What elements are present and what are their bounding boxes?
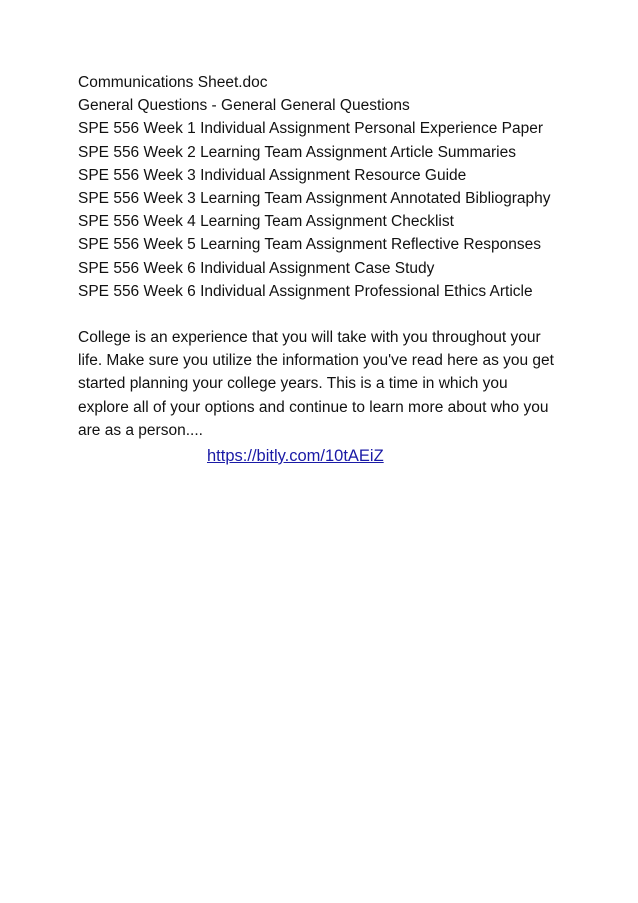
- link-line: [78, 444, 558, 468]
- bitly-link[interactable]: https://bitly.com/10tAEiZ: [207, 447, 384, 466]
- list-line-week1-personal-experience: SPE 556 Week 1 Individual Assignment Personal Experience Paper: [78, 120, 543, 138]
- list-line-communications-sheet: Communications Sheet.doc: [78, 74, 268, 91]
- list-line-week5-reflective-responses: SPE 556 Week 5 Learning Team Assignment Reflective Responses: [78, 236, 541, 254]
- list-line-week3-annotated-bibliography: SPE 556 Week 3 Learning Team Assignment Annotated Bibliography: [78, 190, 551, 208]
- list-line-week6-professional-ethics: SPE 556 Week 6 Individual Assignment Professional Ethics Article: [78, 282, 533, 300]
- list-line-week4-checklist: SPE 556 Week 4 Learning Team Assignment Checklist: [78, 213, 454, 231]
- document-body: [78, 71, 558, 468]
- list-line-general-questions: General Questions - General General Questions: [78, 97, 410, 115]
- list-line-week6-case-study: SPE 556 Week 6 Individual Assignment Case Study: [78, 259, 435, 277]
- list-line-week3-resource-guide: SPE 556 Week 3 Individual Assignment Resource Guide: [78, 166, 467, 184]
- list-line-week2-article-summaries: SPE 556 Week 2 Learning Team Assignment Article Summaries: [78, 143, 516, 161]
- closing-paragraph: College is an experience that you will take with you throughout your life. Make sure you utilize the information you've read here as you get started planning your college years. This is a time in which you explore all of your options and continue to learn more about who you are as a person....: [78, 329, 554, 439]
